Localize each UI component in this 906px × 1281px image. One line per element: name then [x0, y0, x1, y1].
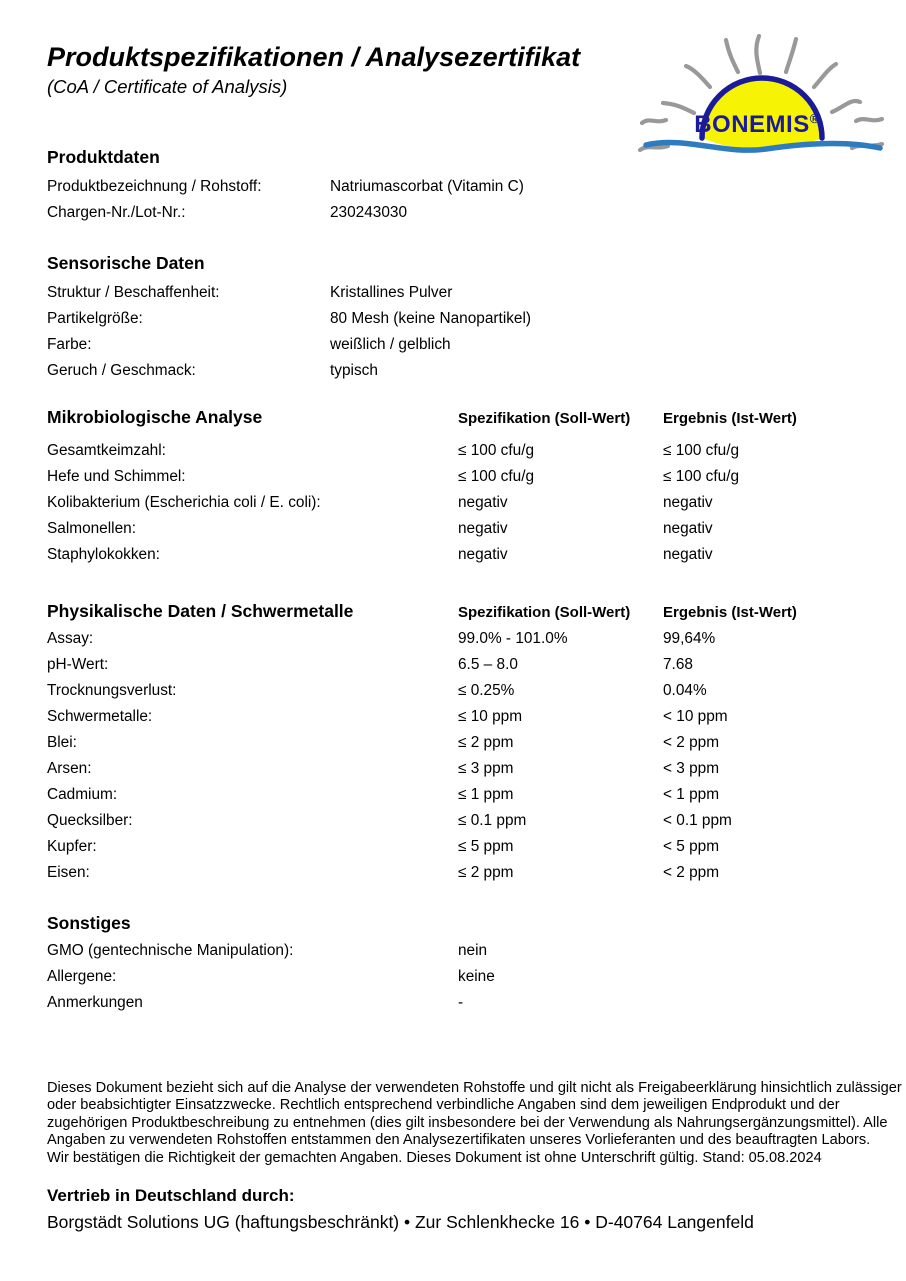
- table-row: [47, 464, 866, 490]
- row-result: ≤ 100 cfu/g: [663, 442, 740, 459]
- sensorische-rows: [47, 280, 866, 384]
- distributor-heading: Vertrieb in Deutschland durch:: [47, 1186, 295, 1206]
- table-row: [47, 626, 866, 652]
- column-header-result: Ergebnis (Ist-Wert): [663, 604, 797, 621]
- row-label: Staphylokokken:: [47, 546, 160, 563]
- row-label: Geruch / Geschmack:: [47, 362, 196, 379]
- table-row: [47, 516, 866, 542]
- row-label: Kupfer:: [47, 838, 97, 855]
- section-heading-physikalische: Physikalische Daten / Schwermetalle: [47, 601, 354, 621]
- row-label: Partikelgröße:: [47, 310, 143, 327]
- row-value: 80 Mesh (keine Nanopartikel): [330, 310, 532, 327]
- row-label: GMO (gentechnische Manipulation):: [47, 942, 294, 959]
- table-row: [47, 200, 866, 226]
- row-label: Kolibakterium (Escherichia coli / E. coli):: [47, 494, 321, 511]
- row-result: ≤ 100 cfu/g: [663, 468, 740, 485]
- row-label: Cadmium:: [47, 786, 118, 803]
- table-row: [47, 678, 866, 704]
- row-spec: 99.0% - 101.0%: [458, 630, 568, 647]
- table-row: [47, 280, 866, 306]
- produktdaten-rows: [47, 174, 866, 226]
- row-spec: ≤ 0.1 ppm: [458, 812, 527, 829]
- table-row: [47, 358, 866, 384]
- row-spec: ≤ 100 cfu/g: [458, 442, 535, 459]
- row-result: < 10 ppm: [663, 708, 728, 725]
- row-value: typisch: [330, 362, 378, 379]
- row-label: Hefe und Schimmel:: [47, 468, 186, 485]
- row-spec: ≤ 5 ppm: [458, 838, 514, 855]
- table-row: [47, 332, 866, 358]
- row-result: negativ: [663, 494, 713, 511]
- row-value: Natriumascorbat (Vitamin C): [330, 178, 524, 195]
- registered-mark: ®: [809, 111, 820, 126]
- row-value: keine: [458, 968, 495, 985]
- row-value: weißlich / gelblich: [330, 336, 451, 353]
- disclaimer-line: zugehörigen Produktbeschreibung zu entnehmen (dies gilt insbesondere bei der Verwendung als Nahrungsergänzungsmittel). Alle: [47, 1114, 888, 1131]
- table-row: [47, 990, 866, 1016]
- mikrobiologische-header-row: [47, 406, 866, 430]
- row-result: < 2 ppm: [663, 734, 720, 751]
- table-row: [47, 808, 866, 834]
- physikalische-rows: [47, 626, 866, 886]
- column-header-spec: Spezifikation (Soll-Wert): [458, 604, 631, 621]
- table-row: [47, 174, 866, 200]
- row-label: Produktbezeichnung / Rohstoff:: [47, 178, 262, 195]
- row-label: Allergene:: [47, 968, 117, 985]
- table-row: [47, 834, 866, 860]
- row-label: Assay:: [47, 630, 94, 647]
- row-spec: ≤ 1 ppm: [458, 786, 514, 803]
- row-spec: 6.5 – 8.0: [458, 656, 518, 673]
- table-row: [47, 964, 866, 990]
- section-heading-mikrobiologische: Mikrobiologische Analyse: [47, 407, 263, 427]
- sun-logo-graphic: [636, 24, 888, 164]
- row-label: Blei:: [47, 734, 77, 751]
- disclaimer-line: Dieses Dokument bezieht sich auf die Analyse der verwendeten Rohstoffe und gilt nicht als Freigabeerklärung hinsichtlich zulässiger: [47, 1080, 902, 1096]
- row-label: Schwermetalle:: [47, 708, 153, 725]
- row-label: pH-Wert:: [47, 656, 109, 673]
- physikalische-header-row: [47, 600, 866, 624]
- column-header-spec: Spezifikation (Soll-Wert): [458, 410, 631, 427]
- row-spec: negativ: [458, 546, 508, 563]
- row-result: < 2 ppm: [663, 864, 720, 881]
- row-label: Arsen:: [47, 760, 92, 777]
- row-result: < 0.1 ppm: [663, 812, 732, 829]
- disclaimer-text: [47, 1080, 902, 1167]
- row-spec: ≤ 2 ppm: [458, 734, 514, 751]
- row-result: negativ: [663, 520, 713, 537]
- distributor-address: Borgstädt Solutions UG (haftungsbeschränkt) • Zur Schlenkhecke 16 • D-40764 Langenfeld: [47, 1212, 754, 1233]
- row-result: < 3 ppm: [663, 760, 720, 777]
- row-spec: negativ: [458, 520, 508, 537]
- row-result: 7.68: [663, 656, 693, 673]
- table-row: [47, 730, 866, 756]
- table-row: [47, 490, 866, 516]
- column-header-result: Ergebnis (Ist-Wert): [663, 410, 797, 427]
- row-label: Quecksilber:: [47, 812, 133, 829]
- row-spec: ≤ 10 ppm: [458, 708, 523, 725]
- row-result: 99,64%: [663, 630, 716, 647]
- disclaimer-line: Wir bestätigen die Richtigkeit der gemachten Angaben. Dieses Dokument ist ohne Unterschrift gültig. Stand: 05.08.2024: [47, 1149, 822, 1166]
- section-heading-sonstiges: Sonstiges: [47, 913, 131, 933]
- section-heading-produktdaten: Produktdaten: [47, 147, 160, 167]
- row-value: nein: [458, 942, 488, 959]
- row-result: negativ: [663, 546, 713, 563]
- row-label: Farbe:: [47, 336, 92, 353]
- row-label: Eisen:: [47, 864, 90, 881]
- table-row: [47, 306, 866, 332]
- disclaimer-line: Angaben zu verwendeten Rohstoffen entstammen den Analysezertifikaten unseres Vorlieferanten und des beauftragten Labors.: [47, 1132, 871, 1149]
- table-row: [47, 542, 866, 568]
- row-value: -: [458, 994, 464, 1011]
- row-spec: ≤ 100 cfu/g: [458, 468, 535, 485]
- brand-name: BONEMIS®: [694, 111, 820, 138]
- table-row: [47, 938, 866, 964]
- row-label: Gesamtkeimzahl:: [47, 442, 166, 459]
- row-label: Anmerkungen: [47, 994, 143, 1011]
- mikrobiologische-rows: [47, 438, 866, 568]
- table-row: [47, 860, 866, 886]
- page-title: Produktspezifikationen / Analysezertifikat: [47, 42, 581, 72]
- row-result: < 1 ppm: [663, 786, 720, 803]
- row-label: Chargen-Nr./Lot-Nr.:: [47, 204, 186, 221]
- table-row: [47, 782, 866, 808]
- row-result: < 5 ppm: [663, 838, 720, 855]
- row-spec: ≤ 2 ppm: [458, 864, 514, 881]
- table-row: [47, 704, 866, 730]
- table-row: [47, 756, 866, 782]
- row-spec: ≤ 3 ppm: [458, 760, 514, 777]
- page-subtitle: (CoA / Certificate of Analysis): [47, 76, 288, 97]
- row-label: Struktur / Beschaffenheit:: [47, 284, 220, 301]
- row-spec: negativ: [458, 494, 508, 511]
- bonemis-logo: [636, 24, 888, 164]
- disclaimer-line: oder beabsichtigter Einsatzzwecke. Rechtlich entsprechend verbindliche Angaben sind dem jeweiligen Endprodukt und der: [47, 1097, 840, 1114]
- row-result: 0.04%: [663, 682, 707, 699]
- row-label: Salmonellen:: [47, 520, 136, 537]
- table-row: [47, 652, 866, 678]
- section-heading-sensorische: Sensorische Daten: [47, 253, 205, 273]
- table-row: [47, 438, 866, 464]
- row-value: Kristallines Pulver: [330, 284, 453, 301]
- row-label: Trocknungsverlust:: [47, 682, 177, 699]
- row-spec: ≤ 0.25%: [458, 682, 515, 699]
- row-value: 230243030: [330, 204, 408, 221]
- sonstiges-rows: [47, 938, 866, 1016]
